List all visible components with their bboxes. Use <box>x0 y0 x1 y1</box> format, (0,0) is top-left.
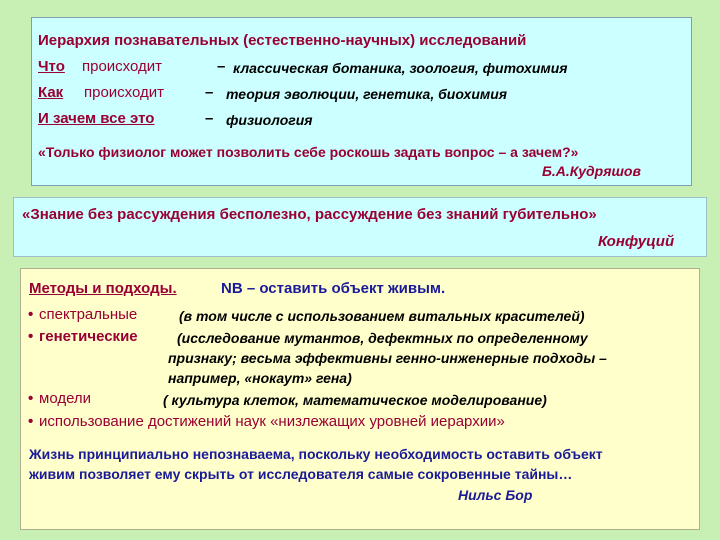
genetic-note-line-3: например, «нокаут» гена) <box>168 370 352 386</box>
kudryashov-quote: «Только физиолог может позволить себе роскошь задать вопрос – а зачем?» <box>38 144 579 160</box>
spectral-label: спектральные <box>39 306 138 323</box>
how-value: теория эволюции, генетика, биохимия <box>226 86 508 102</box>
genetic-note-line-1: (исследование мутантов, дефектных по определенному <box>177 330 588 346</box>
bullet-4: • <box>28 413 34 430</box>
genetic-label: генетические <box>39 328 138 345</box>
lower-levels-label: использование достижений наук «низлежащих уровней иерархии» <box>39 413 505 430</box>
models-note: ( культура клеток, математическое моделирование) <box>163 392 547 408</box>
why-dash: – <box>205 110 214 127</box>
kudryashov-author: Б.А.Кудряшов <box>542 163 641 179</box>
hierarchy-title: Иерархия познавательных (естественно-научных) исследований <box>38 32 527 49</box>
bullet-3: • <box>28 390 34 407</box>
confucius-quote: «Знание без рассуждения бесполезно, рассуждение без знаний губительно» <box>22 206 597 223</box>
what-dash: – <box>217 58 226 75</box>
bohr-quote-line-2: живим позволяет ему скрыть от исследователя самые сокровенные тайны… <box>29 466 573 482</box>
what-verb: происходит <box>82 58 163 75</box>
how-verb: происходит <box>84 84 165 101</box>
how-dash: – <box>205 84 214 101</box>
why-value: физиология <box>226 112 313 128</box>
bohr-author: Нильс Бор <box>458 487 533 503</box>
genetic-note-line-2: признаку; весьма эффективны генно-инженерные подходы – <box>168 350 607 366</box>
what-key: Что <box>38 58 65 75</box>
nb-note: NB – оставить объект живым. <box>221 280 446 297</box>
bullet-2: • <box>28 328 34 345</box>
what-value: классическая ботаника, зоология, фитохимия <box>233 60 568 76</box>
methods-heading: Методы и подходы. <box>29 280 177 297</box>
spectral-note: (в том числе с использованием витальных красителей) <box>179 308 585 324</box>
models-label: модели <box>39 390 92 407</box>
why-key: И зачем все это <box>38 110 155 127</box>
how-key: Как <box>38 84 64 101</box>
confucius-author: Конфуций <box>598 233 675 250</box>
bullet-1: • <box>28 306 34 323</box>
bohr-quote-line-1: Жизнь принципиально непознаваема, поскольку необходимость оставить объект <box>29 446 603 462</box>
